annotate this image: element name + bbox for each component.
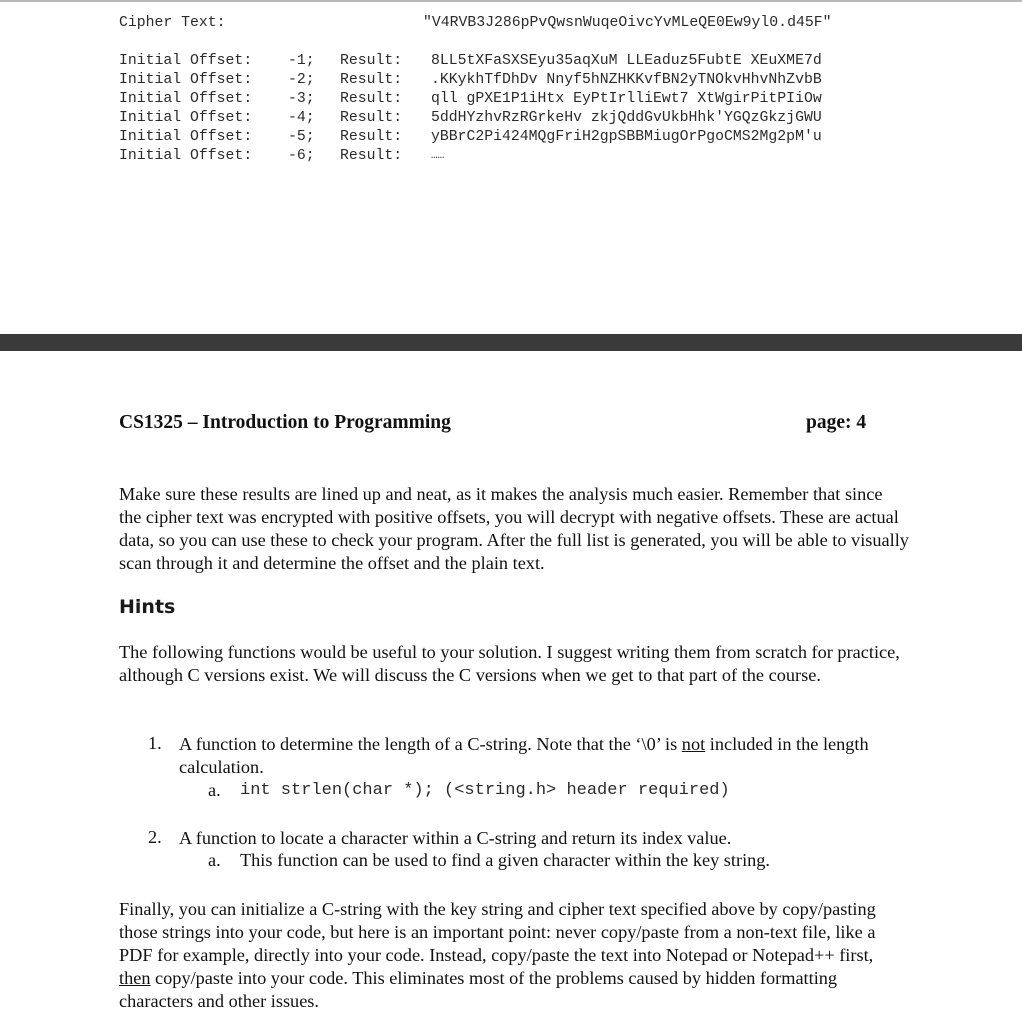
offset-row-5-result-label: Result: [340, 129, 403, 145]
offset-row-4-offset: -4; [288, 110, 315, 126]
hint-2-number: 2. [148, 827, 162, 847]
closing-text-after: copy/paste into your code. This eliminates most of the problems caused by hidden formatting characters and other issues. [119, 968, 838, 1011]
offset-row-6-value: …… [431, 150, 445, 162]
offset-row-6-offset: -6; [288, 148, 315, 164]
offset-row-2-label: Initial Offset: [119, 72, 253, 88]
offset-row-1-offset: -1; [288, 53, 315, 69]
closing-text-before: Finally, you can initialize a C-string with the key string and cipher text specified above by copy/pasting those strings into your code, but here is an important point: never copy/paste from a non-text file, like a PDF for example, directly into your code. Instead, copy/paste the text into Notepad or Notepad++ first, [119, 899, 876, 965]
offset-row-3-offset: -3; [288, 91, 315, 107]
course-title: CS1325 – Introduction to Programming [119, 412, 451, 433]
offset-row-3-result-label: Result: [340, 91, 403, 107]
cipher-text-label: Cipher Text: [119, 15, 226, 31]
hints-heading: Hints [119, 596, 176, 618]
cipher-text-value: "V4RVB3J286pPvQwsnWuqeOivcYvMLeQE0Ew9yl0.d45F" [423, 15, 832, 31]
hint-1-number: 1. [148, 733, 162, 753]
intro-paragraph: Make sure these results are lined up and neat, as it makes the analysis much easier. Remember that since the cipher text was encrypted with positive offsets, you will decrypt with negative offsets. These are actual data, so you can use these to check your program. After the full list is generated, you will be able to visually scan through it and determine the offset and the plain text. [119, 484, 909, 573]
offset-row-3-label: Initial Offset: [119, 91, 253, 107]
offset-row-1-label: Initial Offset: [119, 53, 253, 69]
offset-row-3-value: qll gPXE1P1iHtx EyPtIrlliEwt7 XtWgirPitPIiOw [431, 91, 822, 107]
offset-row-6-label: Initial Offset: [119, 148, 253, 164]
offset-row-4-label: Initial Offset: [119, 110, 253, 126]
closing-text-underlined: then [119, 968, 151, 988]
hint-1-sub-code: int strlen(char *); (<string.h> header required) [240, 781, 730, 800]
offset-row-2-value: .KKykhTfDhDv Nnyf5hNZHKKvfBN2yTNOkvHhvNhZvbB [431, 72, 822, 88]
offset-row-2-offset: -2; [288, 72, 315, 88]
hint-2-sub-text: This function can be used to find a given character within the key string. [240, 850, 770, 870]
offset-row-5-offset: -5; [288, 129, 315, 145]
page-break-bar [0, 334, 1022, 351]
page-number: page: 4 [806, 412, 867, 433]
offset-row-4-result-label: Result: [340, 110, 403, 126]
offset-row-4-value: 5ddHYzhvRzRGrkeHv zkjQddGvUkbHhk'YGQzGkzjGWU [431, 110, 822, 126]
top-page-rule [0, 0, 1022, 2]
hint-2-text: A function to locate a character within a C-string and return its index value. [179, 828, 732, 848]
hint-1-text [179, 733, 919, 779]
offset-row-1-value: 8LL5tXFaSXSEyu35aqXuM LLEaduz5FubtE XEuXME7d [431, 53, 822, 69]
hint-2-sub-letter: a. [208, 850, 221, 870]
offset-row-5-value: yBBrC2Pi424MQgFriH2gpSBBMiugOrPgoCMS2Mg2pM'u [431, 129, 822, 145]
hint-1-text-before: A function to determine the length of a C-string. Note that the ‘\0’ is [179, 734, 682, 754]
hint-1-text-after: included in the length calculation. [179, 734, 869, 777]
offset-row-2-result-label: Result: [340, 72, 403, 88]
closing-paragraph [119, 898, 909, 1013]
offset-row-1-result-label: Result: [340, 53, 403, 69]
offset-row-5-label: Initial Offset: [119, 129, 253, 145]
hint-1-sub-letter: a. [208, 780, 221, 800]
hint-1-text-underlined: not [681, 734, 706, 754]
offset-row-6-result-label: Result: [340, 148, 403, 164]
hints-intro-paragraph: The following functions would be useful to your solution. I suggest writing them from scratch for practice, although C versions exist. We will discuss the C versions when we get to that part of the course. [119, 642, 900, 685]
